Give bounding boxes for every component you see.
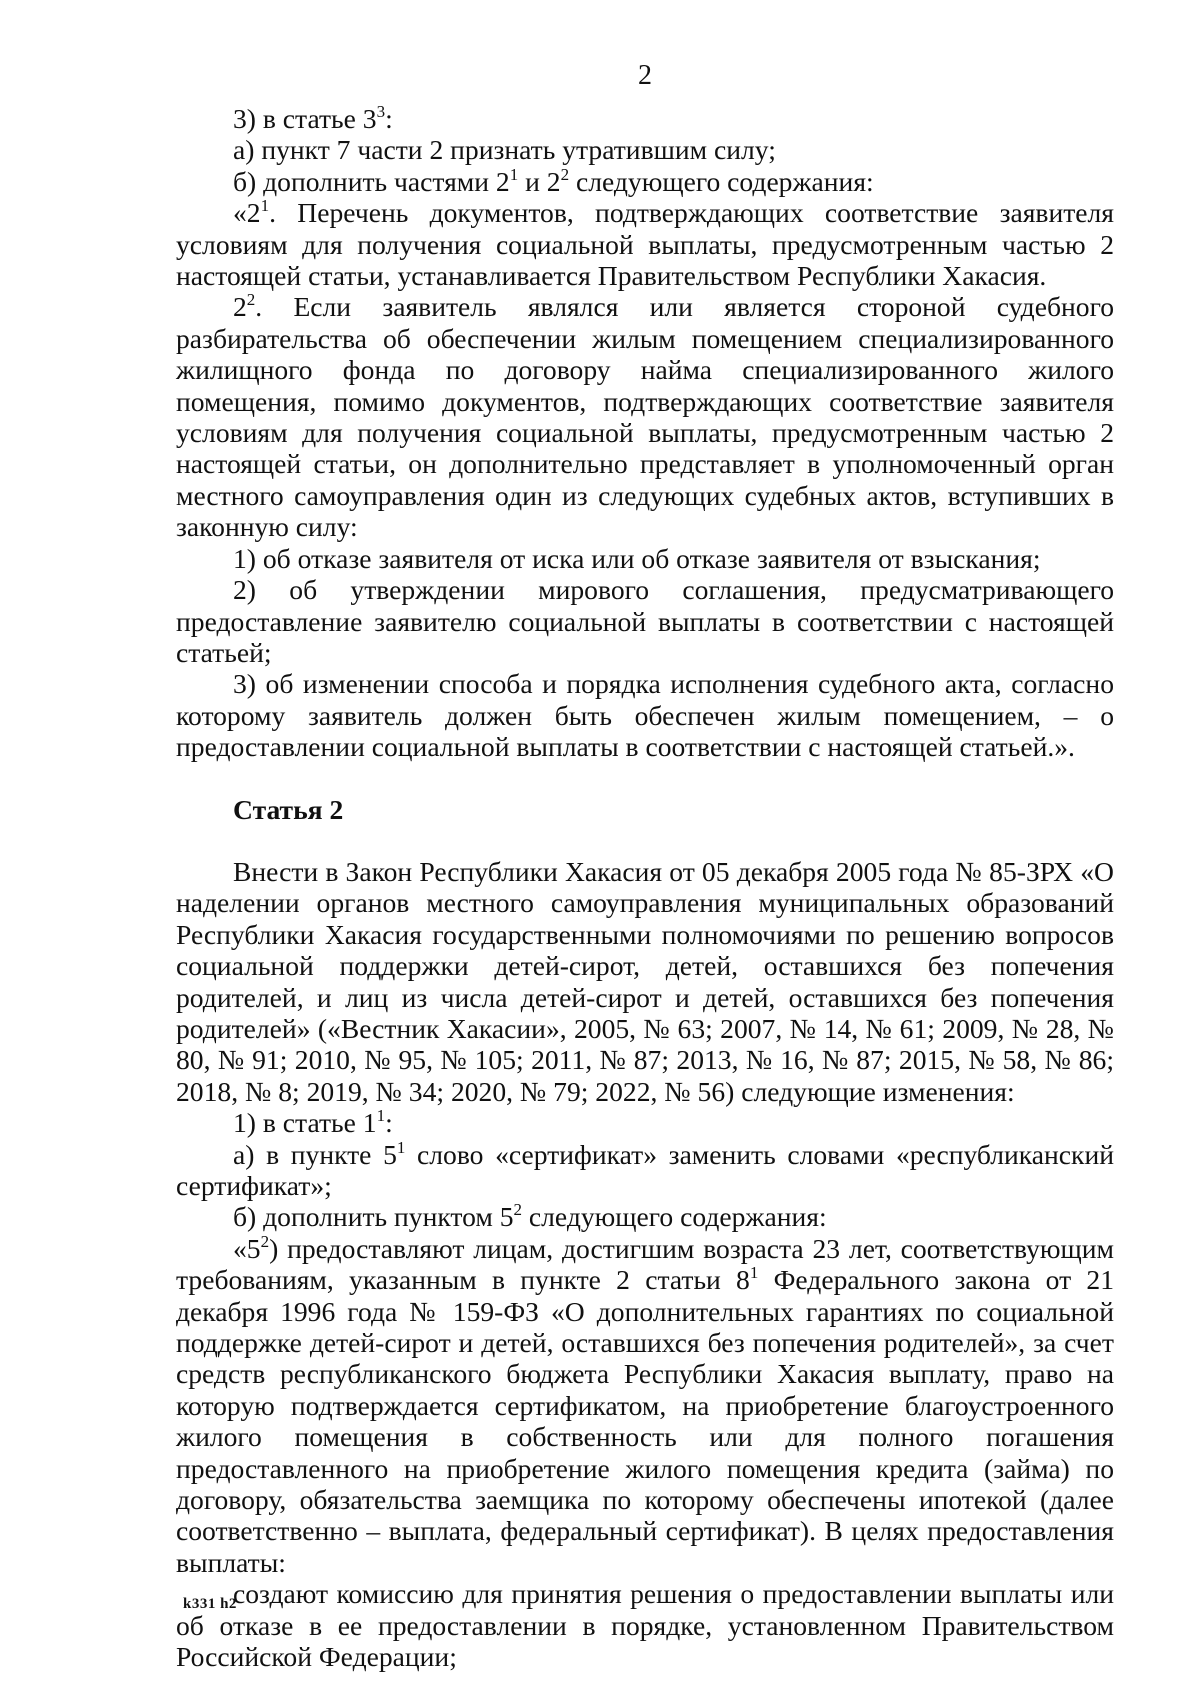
superscript: 1 bbox=[260, 196, 270, 216]
text-run: а) в пункте 5 bbox=[233, 1138, 397, 1170]
paragraph bbox=[176, 1233, 1114, 1578]
text-run: следующего содержания: bbox=[569, 165, 874, 197]
page-number: 2 bbox=[638, 60, 652, 91]
text-run: 3) об изменении способа и порядка исполнения судебного акта, согласно которому заявитель должен быть обеспечен жилым помещением, – о предоставлении социальной выплаты в соответствии с настоящей статьей.». bbox=[176, 668, 1114, 763]
text-run: б) дополнить частями 2 bbox=[233, 165, 510, 197]
text-run: : bbox=[385, 1107, 393, 1139]
footer-code: k331 h2 bbox=[183, 1596, 237, 1612]
text-run: . Перечень документов, подтверждающих соответствие заявителя условиям для получения социальной выплаты, предусмотренным частью 2 настоящей статьи, устанавливается Правительством Республики Хакасия. bbox=[176, 197, 1114, 292]
text-run: : bbox=[385, 103, 393, 134]
paragraph bbox=[176, 103, 1114, 134]
text-run: Статья 2 bbox=[233, 793, 344, 825]
superscript: 1 bbox=[376, 1106, 386, 1126]
superscript: 1 bbox=[396, 1137, 406, 1157]
text-run: Федерального закона от 21 декабря 1996 года № 159-ФЗ «О дополнительных гарантиях по социальной поддержке детей-сирот и детей, оставшихся без попечения родителей», за счет средств республиканского бюджета Республики Хакасия выплату, право на которую подтверждается сертификатом, на приобретение благоустроенного жилого помещения в собственность или для полного погашения предоставленного на приобретение жилого помещения кредита (займа) по договору, обязательства заемщика по которому обеспечены ипотекой (далее соответственно – выплата, федеральный сертификат). В целях предоставления выплаты: bbox=[176, 1264, 1114, 1578]
text-run: слово «сертификат» заменить словами «республиканский сертификат»; bbox=[176, 1138, 1114, 1201]
paragraph bbox=[176, 1107, 1114, 1138]
paragraph bbox=[176, 574, 1114, 668]
paragraph bbox=[176, 1201, 1114, 1232]
superscript: 1 bbox=[509, 164, 519, 184]
paragraph-spacer bbox=[176, 763, 1114, 794]
text-run: «5 bbox=[233, 1232, 261, 1264]
superscript: 1 bbox=[749, 1263, 759, 1283]
paragraph bbox=[176, 668, 1114, 762]
text-run: 1) в статье 1 bbox=[233, 1107, 377, 1139]
superscript: 2 bbox=[513, 1200, 523, 1220]
paragraph-spacer bbox=[176, 825, 1114, 856]
superscript: 2 bbox=[246, 290, 256, 310]
text-run: следующего содержания: bbox=[522, 1201, 827, 1233]
text-run: 2) об утверждении мирового соглашения, предусматривающего предоставление заявителю социальной выплаты в соответствии с настоящей статьей; bbox=[176, 574, 1114, 668]
text-run: создают комиссию для принятия решения о предоставлении выплаты или об отказе в ее предоставлении в порядке, установленном Правительством Российской Федерации; bbox=[176, 1578, 1114, 1673]
text-run: ) предоставляют лицам, достигшим возраста 23 лет, соответствующим требованиям, указанным в пункте 2 статьи 8 bbox=[176, 1232, 1114, 1296]
text-run: и 2 bbox=[518, 165, 561, 197]
paragraph bbox=[176, 166, 1114, 197]
text-run: 3) в статье 3 bbox=[233, 103, 377, 134]
text-run: 2 bbox=[233, 291, 247, 323]
superscript: 2 bbox=[560, 164, 570, 184]
text-run: б) дополнить пунктом 5 bbox=[233, 1201, 514, 1233]
text-run: «2 bbox=[233, 197, 261, 229]
superscript: 3 bbox=[376, 102, 386, 121]
paragraph bbox=[176, 197, 1114, 291]
text-run: 1) об отказе заявителя от иска или об отказе заявителя от взыскания; bbox=[233, 542, 1041, 574]
paragraph bbox=[176, 291, 1114, 542]
document-body bbox=[176, 103, 1114, 1673]
text-run: Внести в Закон Республики Хакасия от 05 декабря 2005 года № 85-ЗРХ «О наделении органов местного самоуправления муниципальных образований Республики Хакасия государственными полномочиями по решению вопросов социальной поддержки детей-сирот, детей, оставшихся без попечения родителей, и лиц из числа детей-сирот и детей, оставшихся без попечения родителей» («Вестник Хакасии», 2005, № 63; 2007, № 14, № 61; 2009, № 28, № 80, № 91; 2010, № 95, № 105; 2011, № 87; 2013, № 16, № 87; 2015, № 58, № 86; 2018, № 8; 2019, № 34; 2020, № 79; 2022, № 56) следующие изменения: bbox=[176, 855, 1114, 1107]
paragraph bbox=[176, 856, 1114, 1107]
paragraph bbox=[176, 1578, 1114, 1672]
paragraph bbox=[176, 134, 1114, 165]
article-heading bbox=[233, 794, 1114, 825]
paragraph bbox=[176, 543, 1114, 574]
paragraph bbox=[176, 1139, 1114, 1202]
superscript: 2 bbox=[260, 1231, 270, 1251]
text-run: . Если заявитель являлся или является стороной судебного разбирательства об обеспечении жилым помещением специализированного жилищного фонда по договору найма специализированного жилого помещения, помимо документов, подтверждающих соответствие заявителя условиям для получения социальной выплаты, предусмотренным частью 2 настоящей статьи, он дополнительно представляет в уполномоченный орган местного самоуправления один из следующих судебных актов, вступивших в законную силу: bbox=[176, 291, 1114, 543]
text-run: а) пункт 7 части 2 признать утратившим силу; bbox=[233, 134, 776, 166]
